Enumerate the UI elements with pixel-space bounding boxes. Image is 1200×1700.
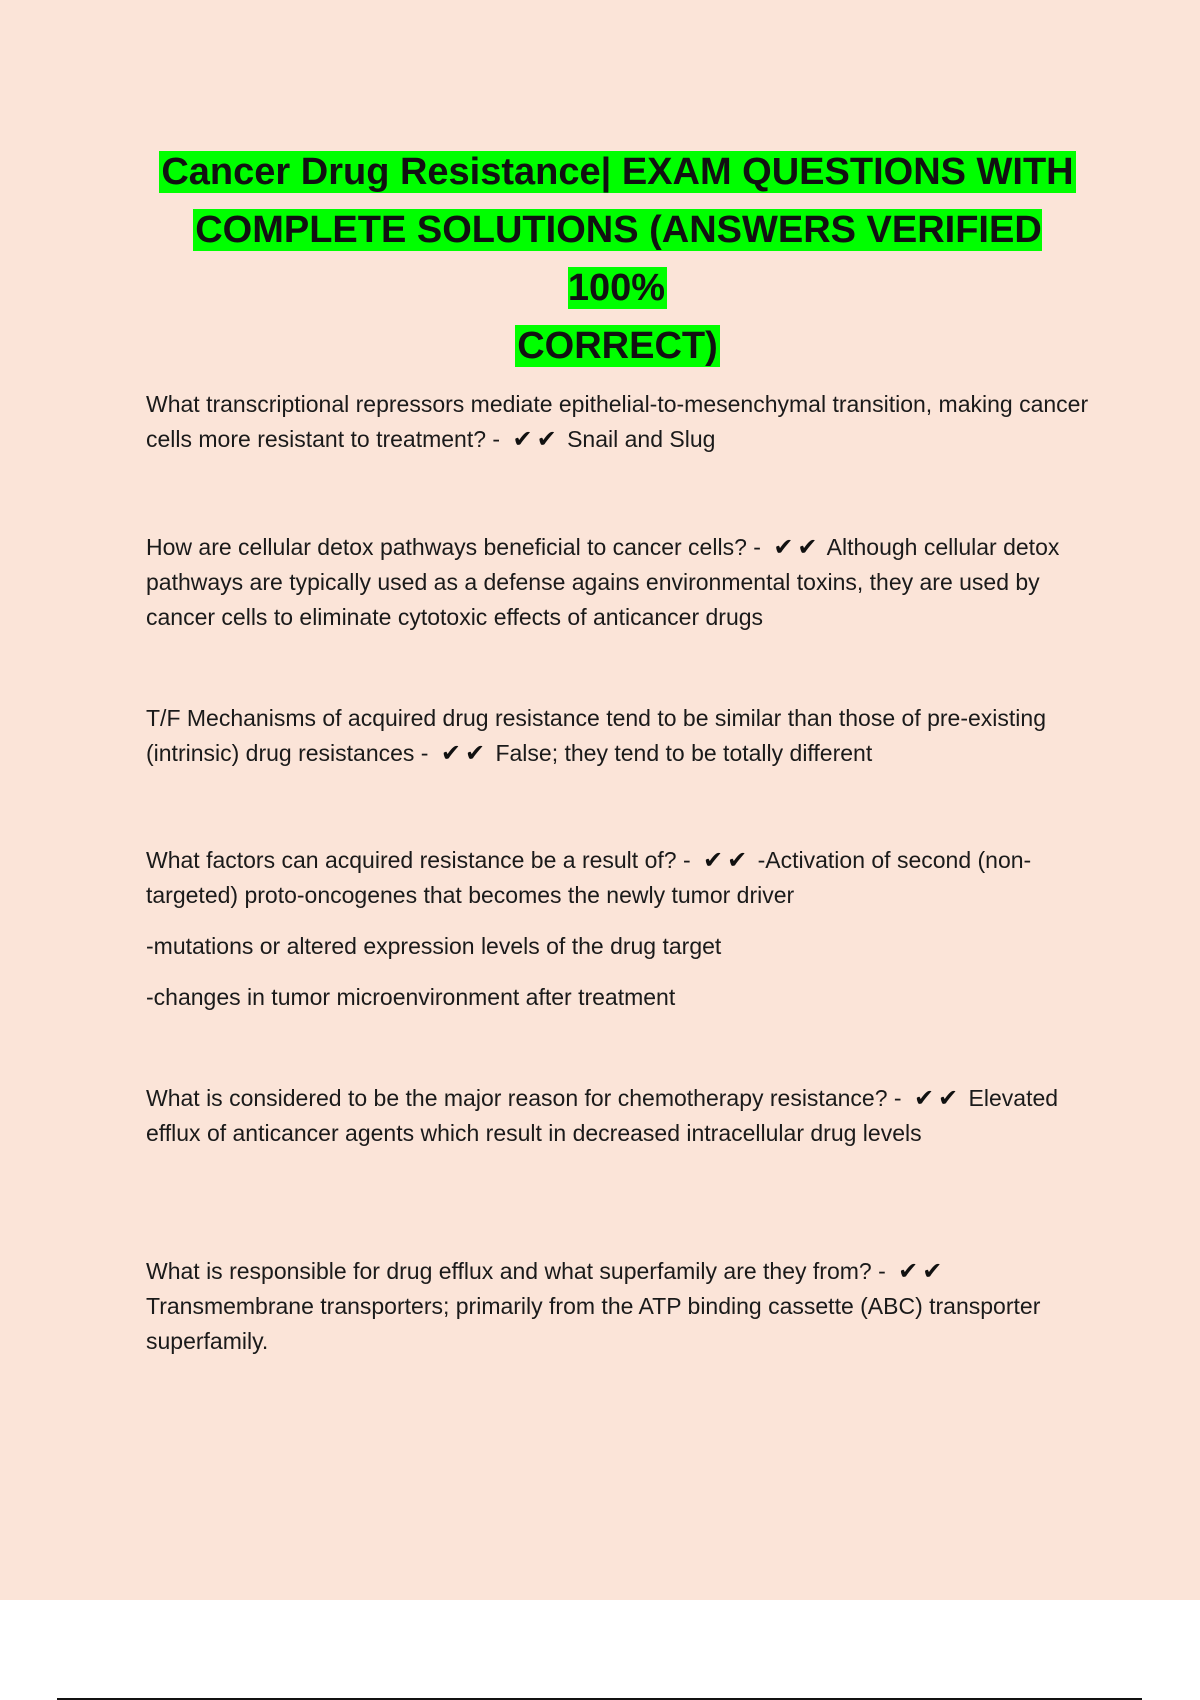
qa-paragraph — [146, 843, 1091, 913]
check-icon: ✔ — [773, 534, 794, 561]
title-line: Cancer Drug Resistance| EXAM QUESTIONS WITH — [161, 151, 1074, 193]
check-icon: ✔ — [797, 534, 818, 561]
check-icon: ✔ — [938, 1085, 959, 1112]
answer-extra-line: -mutations or altered expression levels of the drug target — [146, 933, 722, 959]
question-text: What factors can acquired resistance be a result of? - — [146, 847, 691, 873]
qa-item — [146, 387, 1091, 457]
answer-extra-line: -changes in tumor microenvironment after treatment — [146, 984, 676, 1010]
check-icon: ✔ — [512, 426, 533, 453]
title-line: COMPLETE SOLUTIONS (ANSWERS VERIFIED 100% — [195, 209, 1042, 309]
qa-paragraph — [146, 530, 1091, 635]
qa-item — [146, 843, 1091, 1015]
qa-item — [146, 701, 1091, 771]
answer-text: Transmembrane transporters; primarily from the ATP binding cassette (ABC) transporter superfamily. — [146, 1293, 1041, 1354]
qa-paragraph — [146, 701, 1091, 771]
document-title — [150, 143, 1085, 375]
check-icon: ✔ — [536, 426, 557, 453]
check-icon: ✔ — [440, 740, 461, 767]
answer-text: False; they tend to be totally different — [495, 740, 873, 766]
qa-paragraph — [146, 387, 1091, 457]
qa-paragraph — [146, 1081, 1091, 1151]
question-text: What transcriptional repressors mediate epithelial-to-mesenchymal transition, making cancer cells more resistant to treatment? - — [146, 391, 1089, 452]
question-text: What is responsible for drug efflux and what superfamily are they from? - — [146, 1258, 886, 1284]
check-icon: ✔ — [727, 847, 748, 874]
question-text: What is considered to be the major reason for chemotherapy resistance? - — [146, 1085, 902, 1111]
qa-item — [146, 1081, 1091, 1151]
question-text: How are cellular detox pathways beneficial to cancer cells? - — [146, 534, 761, 560]
answer-text: -Activation of second (non-targeted) proto-oncogenes that becomes the newly tumor driver — [146, 847, 1032, 908]
check-icon: ✔ — [703, 847, 724, 874]
question-text: T/F Mechanisms of acquired drug resistance tend to be similar than those of pre-existing (intrinsic) drug resistances - — [146, 705, 1046, 766]
answer-text: Although cellular detox pathways are typically used as a defense agains environmental toxins, they are used by cancer cells to eliminate cytotoxic effects of anticancer drugs — [146, 534, 1060, 630]
check-icon: ✔ — [464, 740, 486, 767]
qa-item — [146, 1254, 1091, 1359]
answer-text: Elevated efflux of anticancer agents which result in decreased intracellular drug levels — [146, 1085, 1059, 1146]
qa-item — [146, 530, 1091, 635]
answer-text: Snail and Slug — [567, 426, 716, 452]
check-icon: ✔ — [922, 1258, 943, 1285]
title-line: CORRECT) — [517, 325, 718, 367]
check-icon: ✔ — [898, 1258, 919, 1285]
qa-paragraph — [146, 1254, 1091, 1359]
check-icon: ✔ — [913, 1085, 935, 1112]
